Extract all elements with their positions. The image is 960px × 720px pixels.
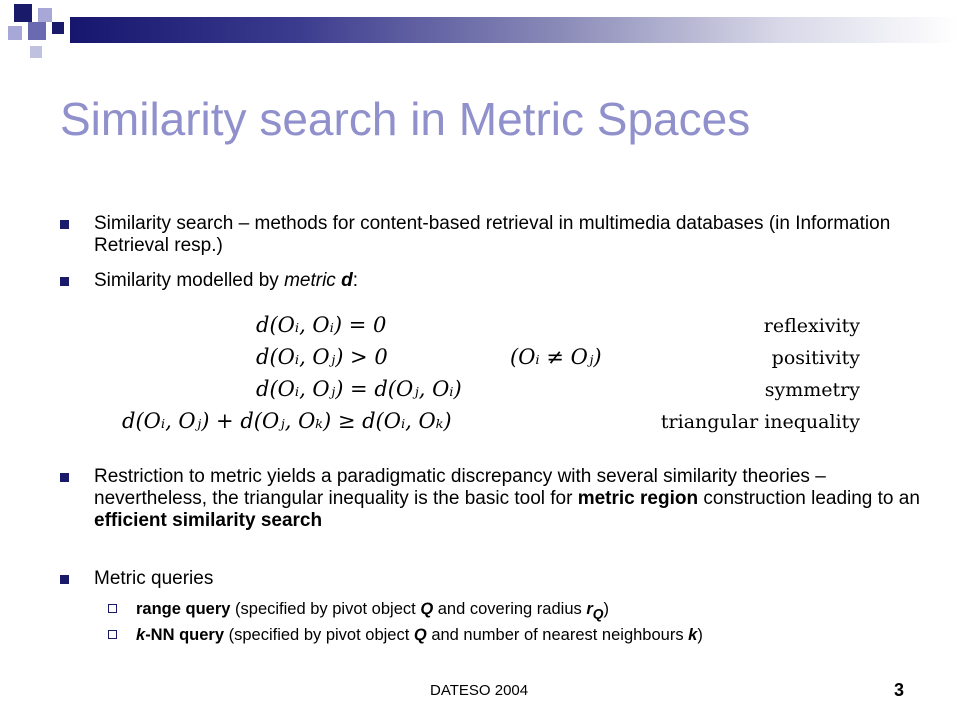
subbullet-range-query — [136, 598, 609, 625]
k-symbol: k — [136, 626, 146, 644]
radius-symbol: r — [586, 600, 593, 618]
range-query-term: range query — [136, 600, 231, 618]
bullet-restriction — [94, 466, 924, 532]
knn-query-term: -NN query — [145, 626, 225, 644]
label-symmetry: symmetry — [764, 379, 860, 401]
metric-region-term: metric region — [577, 488, 699, 509]
footer-text: DATESO 2004 — [430, 682, 529, 699]
metric-symbol: d — [341, 270, 353, 291]
bullet-text: Restriction to metric yields a paradigmatic discrepancy with several similarity theories – nevertheless, the triangular inequality is the basic tool for — [94, 466, 826, 509]
subbullet-text: and number of nearest neighbours — [426, 626, 689, 644]
decor-square-icon — [30, 46, 42, 58]
square-bullet-icon — [60, 220, 69, 229]
hollow-square-bullet-icon — [108, 630, 117, 639]
decor-square-icon — [14, 4, 32, 22]
decor-square-icon — [8, 26, 22, 40]
square-bullet-icon — [60, 473, 69, 482]
label-triangular-inequality: triangular inequality — [660, 411, 860, 433]
close-paren: ) — [603, 600, 609, 618]
bullet-similarity-search — [94, 213, 924, 257]
page-number: 3 — [894, 680, 905, 700]
bullet-metric-queries — [94, 568, 924, 590]
equation-positivity-condition: (Oᵢ ≠ Oⱼ) — [510, 345, 602, 369]
decor-square-icon — [52, 22, 64, 34]
subbullet-knn-query — [136, 624, 703, 646]
decor-square-icon — [38, 8, 52, 22]
header-gradient-bar — [70, 17, 958, 43]
efficient-search-term: efficient similarity search — [94, 510, 323, 531]
subbullet-text: (specified by pivot object — [224, 626, 414, 644]
square-bullet-icon — [60, 277, 69, 286]
pivot-symbol: Q — [413, 626, 427, 644]
slide-title: Similarity search in Metric Spaces — [60, 93, 751, 145]
label-positivity: positivity — [771, 347, 860, 369]
equation-positivity: d(Oᵢ, Oⱼ) > 0 — [256, 345, 388, 369]
decor-square-icon — [28, 22, 46, 40]
header-decoration — [0, 0, 960, 60]
equation-symmetry: d(Oᵢ, Oⱼ) = d(Oⱼ, Oᵢ) — [256, 377, 462, 401]
bullet-text: Similarity modelled by — [94, 270, 285, 291]
metric-word: metric — [284, 270, 336, 291]
subbullet-text: (specified by pivot object — [230, 600, 421, 618]
bullet-text: construction leading to an — [698, 488, 920, 509]
radius-subscript: Q — [592, 606, 604, 622]
subbullet-text: and covering radius — [433, 600, 587, 618]
equation-triangular: d(Oᵢ, Oⱼ) + d(Oⱼ, Oₖ) ≥ d(Oᵢ, Oₖ) — [122, 409, 452, 433]
square-bullet-icon — [60, 575, 69, 584]
colon: : — [352, 270, 358, 291]
label-reflexivity: reflexivity — [763, 315, 860, 337]
k-symbol: k — [688, 626, 698, 644]
pivot-symbol: Q — [420, 600, 434, 618]
bullet-metric-model — [94, 270, 924, 292]
bullet-text: Similarity search – methods for content-based retrieval in multimedia databases (in Information Retrieval resp.) — [94, 213, 891, 256]
hollow-square-bullet-icon — [108, 604, 117, 613]
close-paren: ) — [697, 626, 703, 644]
equation-reflexivity: d(Oᵢ, Oᵢ) = 0 — [256, 313, 387, 337]
bullet-text: Metric queries — [94, 568, 214, 589]
